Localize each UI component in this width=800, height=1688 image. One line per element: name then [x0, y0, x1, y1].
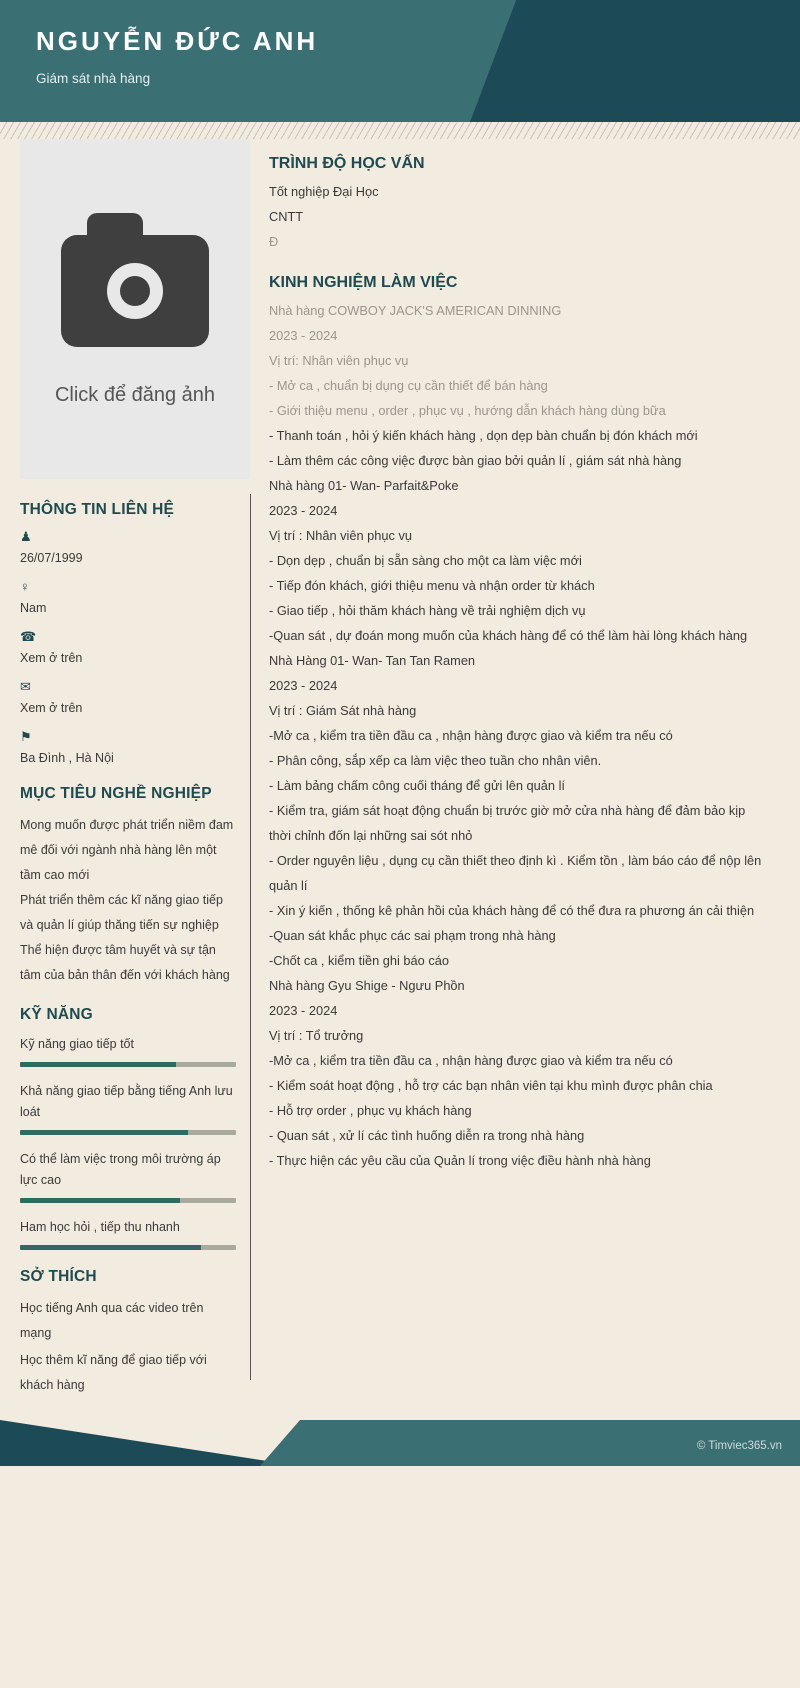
experience-line: Vị trí : Giám Sát nhà hàng	[269, 703, 417, 718]
experience-line: Nhà Hàng 01- Wan- Tan Tan Ramen	[269, 653, 476, 668]
phone-icon: ☎	[20, 629, 37, 644]
experience-line: 2023 - 2024	[269, 1003, 338, 1018]
experience-line: -Mở ca , kiểm tra tiền đầu ca , nhận hàng được giao và kiểm tra nếu có	[269, 1053, 673, 1068]
skill-bar-track	[20, 1130, 236, 1135]
experience-line: Vị trí: Nhân viên phục vụ	[269, 353, 409, 368]
experience-line: Vị trí : Nhân viên phục vụ	[269, 528, 412, 543]
experience-line: - Kiểm tra, giám sát hoạt động chuẩn bị trước giờ mở cửa nhà hàng để đảm bảo kịp thời chỉnh đốn lại những sai sót nhỏ	[269, 803, 746, 843]
objective-line: Mong muốn được phát triển niềm đam mê đối với ngành nhà hàng lên một tầm cao mới	[20, 818, 234, 882]
experience-line: - Mở ca , chuẩn bị dụng cụ cần thiết để bán hàng	[269, 378, 548, 393]
skill-label: Có thể làm việc trong môi trường áp lực cao	[20, 1152, 221, 1187]
contact-value-address: Ba Đình , Hà Nội	[20, 751, 114, 765]
skill-bar-track	[20, 1062, 236, 1067]
experience-line: - Quan sát , xử lí các tình huống diễn ra trong nhà hàng	[269, 1128, 585, 1143]
camera-icon	[61, 235, 209, 347]
experience-line: - Giới thiệu menu , order , phục vụ , hướng dẫn khách hàng dùng bữa	[269, 403, 666, 418]
experience-line: - Giao tiếp , hỏi thăm khách hàng về trải nghiệm dịch vụ	[269, 603, 586, 618]
cv-footer	[0, 1420, 800, 1466]
section-title-education: TRÌNH ĐỘ HỌC VẤN	[269, 155, 425, 172]
skill-label: Khả năng giao tiếp bằng tiếng Anh lưu loát	[20, 1084, 233, 1119]
hobby-item: Học tiếng Anh qua các video trên mạng	[20, 1301, 204, 1340]
experience-line: - Thanh toán , hỏi ý kiến khách hàng , dọn dẹp bàn chuẩn bị đón khách mới	[269, 428, 698, 443]
cv-header	[0, 0, 800, 122]
experience-line: Nhà hàng Gyu Shige - Ngưu Phồn	[269, 978, 465, 993]
contact-value-birthday: 26/07/1999	[20, 551, 83, 565]
experience-line: Nhà hàng COWBOY JACK'S AMERICAN DINNING	[269, 303, 562, 318]
photo-upload-area[interactable]	[20, 139, 250, 479]
experience-line: 2023 - 2024	[269, 503, 338, 518]
contact-item-phone	[20, 629, 236, 667]
objective-line: Thể hiện được tâm huyết và sự tận tâm của bản thân đến với khách hàng	[20, 943, 230, 982]
section-title-skills: KỸ NĂNG	[20, 1006, 93, 1023]
experience-line: - Làm thêm các công việc được bàn giao bởi quản lí , giám sát nhà hàng	[269, 453, 682, 468]
cv-left-column	[0, 139, 250, 1420]
footer-accent-triangle	[0, 1420, 300, 1466]
experience-line: - Tiếp đón khách, giới thiệu menu và nhận order từ khách	[269, 578, 595, 593]
experience-line: - Dọn dẹp , chuẩn bị sẵn sàng cho một ca làm việc mới	[269, 553, 582, 568]
experience-line: -Quan sát , dự đoán mong muốn của khách hàng để có thể làm hài lòng khách hàng	[269, 628, 748, 643]
site-watermark: © Timviec365.vn	[696, 1440, 782, 1452]
birthday-cake-icon: ♟	[20, 529, 32, 544]
section-title-experience: KINH NGHIỆM LÀM VIỆC	[269, 274, 458, 291]
experience-line: -Mở ca , kiểm tra tiền đầu ca , nhận hàng được giao và kiểm tra nếu có	[269, 728, 673, 743]
skill-bar-fill	[20, 1245, 201, 1250]
experience-line: - Phân công, sắp xếp ca làm việc theo tuần cho nhân viên.	[269, 753, 602, 768]
skill-bar-fill	[20, 1062, 176, 1067]
experience-line: Vị trí : Tổ trưởng	[269, 1028, 364, 1043]
skill-item	[20, 1034, 236, 1067]
contact-item-gender	[20, 579, 236, 617]
experience-line: 2023 - 2024	[269, 678, 338, 693]
gender-icon: ♀	[20, 579, 30, 594]
contact-value-email: Xem ở trên	[20, 701, 83, 715]
contact-value-gender: Nam	[20, 601, 47, 615]
cv-right-column	[251, 139, 800, 1203]
experience-line: - Xin ý kiến , thống kê phản hồi của khách hàng để có thể đưa ra phương án cải thiện	[269, 903, 755, 918]
skill-item	[20, 1081, 236, 1135]
experience-line: Nhà hàng 01- Wan- Parfait&Poke	[269, 478, 459, 493]
experience-line: - Order nguyên liệu , dụng cụ cần thiết theo định kì . Kiểm tồn , làm báo cáo để nộp lên quản lí	[269, 853, 762, 893]
candidate-role: Giám sát nhà hàng	[36, 71, 151, 86]
experience-line: - Hỗ trợ order , phục vụ khách hàng	[269, 1103, 472, 1118]
hobby-item: Học thêm kĩ năng để giao tiếp với khách hàng	[20, 1353, 207, 1392]
skill-bar-track	[20, 1245, 236, 1250]
camera-lens-icon	[107, 263, 163, 319]
experience-line: -Chốt ca , kiểm tiền ghi báo cáo	[269, 953, 449, 968]
header-content	[0, 0, 800, 86]
photo-upload-label: Click để đăng ảnh	[54, 384, 216, 406]
skill-label: Kỹ năng giao tiếp tốt	[20, 1037, 134, 1051]
skill-item	[20, 1149, 236, 1203]
cv-body	[0, 139, 800, 1420]
experience-line: - Thực hiện các yêu cầu của Quản lí trong việc điều hành nhà hàng	[269, 1153, 651, 1168]
contact-value-phone: Xem ở trên	[20, 651, 83, 665]
decorative-hatch-strip	[0, 122, 800, 139]
skill-bar-track	[20, 1198, 236, 1203]
education-line: CNTT	[269, 209, 304, 224]
contact-item-birthday	[20, 529, 236, 567]
experience-line: 2023 - 2024	[269, 328, 338, 343]
candidate-name: NGUYỄN ĐỨC ANH	[36, 26, 319, 56]
skill-bar-fill	[20, 1130, 188, 1135]
section-title-hobbies: SỞ THÍCH	[20, 1268, 97, 1285]
skill-item	[20, 1217, 236, 1250]
education-line: Tốt nghiệp Đại Học	[269, 184, 379, 199]
contact-item-address	[20, 729, 236, 767]
experience-line: -Quan sát khắc phục các sai phạm trong nhà hàng	[269, 928, 556, 943]
objective-line: Phát triển thêm các kĩ năng giao tiếp và quản lí giúp thăng tiến sự nghiệp	[20, 893, 223, 932]
section-title-contact: THÔNG TIN LIÊN HỆ	[20, 501, 175, 518]
envelope-icon: ✉	[20, 679, 31, 694]
experience-line: - Làm bảng chấm công cuối tháng để gửi lên quản lí	[269, 778, 565, 793]
skill-label: Ham học hỏi , tiếp thu nhanh	[20, 1220, 180, 1234]
contact-item-email	[20, 679, 236, 717]
skill-bar-fill	[20, 1198, 180, 1203]
section-title-objective: MỤC TIÊU NGHỀ NGHIỆP	[20, 785, 212, 802]
experience-line: - Kiểm soát hoạt động , hỗ trợ các bạn nhân viên tại khu mình được phân chia	[269, 1078, 713, 1093]
location-pin-icon: ⚑	[20, 729, 32, 744]
education-line: Đ	[269, 234, 279, 249]
